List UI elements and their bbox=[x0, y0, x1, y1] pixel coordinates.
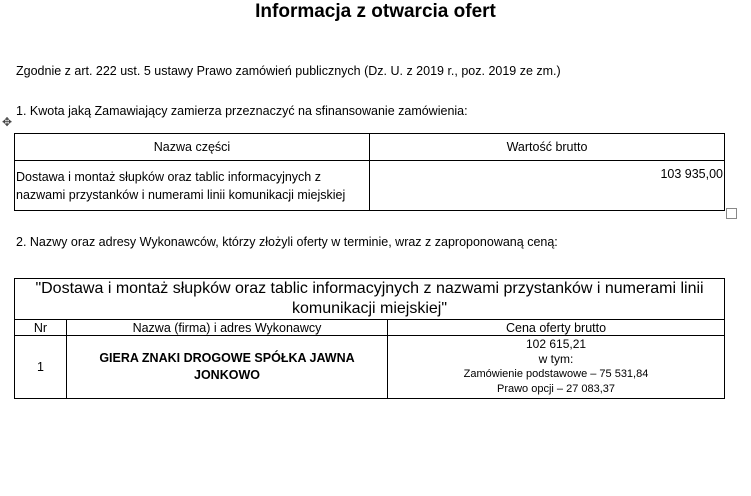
offers-table bbox=[14, 278, 725, 399]
price-total: 102 615,21 bbox=[525, 337, 587, 351]
firm-name-line: GIERA ZNAKI DROGOWE SPÓŁKA JAWNA bbox=[99, 351, 355, 365]
col-header-price: Cena oferty brutto bbox=[388, 320, 725, 336]
col-header-gross-value: Wartość brutto bbox=[370, 134, 725, 161]
col-header-firm: Nazwa (firma) i adres Wykonawcy bbox=[67, 320, 388, 336]
price-including: w tym: bbox=[538, 352, 574, 366]
price-base-order: Zamówienie podstawowe – 75 531,84 bbox=[463, 368, 649, 380]
offers-table-caption: "Dostawa i montaż słupków oraz tablic informacyjnych z nazwami przystanków i numerami linii komunikacji miejskiej" bbox=[15, 279, 725, 320]
price-option: Prawo opcji – 27 083,37 bbox=[497, 383, 616, 395]
legal-basis-text: Zgodnie z art. 222 ust. 5 ustawy Prawo zamówień publicznych (Dz. U. z 2019 r., poz. 2019 ze zm.) bbox=[16, 64, 561, 78]
offer-nr-cell: 1 bbox=[15, 336, 67, 399]
col-header-nr: Nr bbox=[15, 320, 67, 336]
offer-price-cell bbox=[388, 336, 725, 399]
move-icon[interactable]: ✥ bbox=[1, 115, 13, 129]
resize-icon[interactable] bbox=[726, 208, 737, 219]
firm-address-line: JONKOWO bbox=[194, 368, 260, 382]
table-row bbox=[15, 161, 725, 211]
budget-table bbox=[14, 133, 725, 211]
col-header-part-name: Nazwa części bbox=[15, 134, 370, 161]
table-row bbox=[15, 336, 725, 399]
gross-value-cell: 103 935,00 bbox=[370, 161, 725, 211]
part-name-cell: Dostawa i montaż słupków oraz tablic informacyjnych z nazwami przystanków i numerami linii komunikacji miejskiej bbox=[15, 161, 370, 211]
offer-firm-cell bbox=[67, 336, 388, 399]
document-title: Informacja z otwarcia ofert bbox=[255, 1, 496, 22]
section1-heading: 1. Kwota jaką Zamawiający zamierza przeznaczyć na sfinansowanie zamówienia: bbox=[16, 104, 468, 118]
section2-heading: 2. Nazwy oraz adresy Wykonawców, którzy złożyli oferty w terminie, wraz z zaproponowaną ceną: bbox=[16, 235, 558, 249]
